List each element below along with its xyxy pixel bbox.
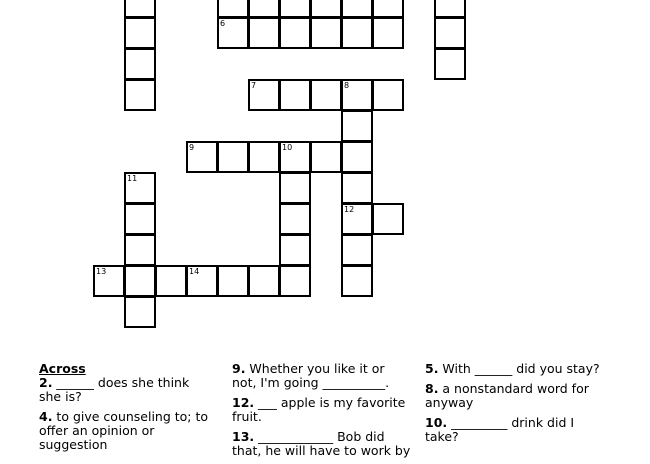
grid-cell[interactable] xyxy=(279,141,311,173)
grid-cell[interactable] xyxy=(248,79,280,111)
grid-cell[interactable] xyxy=(186,265,218,297)
grid-cell[interactable] xyxy=(217,265,249,297)
grid-cell[interactable] xyxy=(248,17,280,49)
grid-cell[interactable] xyxy=(341,141,373,173)
grid-cell[interactable] xyxy=(124,17,156,49)
grid-cell[interactable] xyxy=(248,0,280,18)
grid-cell[interactable] xyxy=(341,79,373,111)
grid-cell[interactable] xyxy=(341,265,373,297)
grid-cell[interactable] xyxy=(310,17,342,49)
grid-cell[interactable] xyxy=(93,265,125,297)
grid-cell[interactable] xyxy=(434,48,466,80)
clue-9: 9. Whether you like it or not, I'm going __________. xyxy=(232,361,390,390)
clue-number: 11 xyxy=(127,174,138,183)
grid-cell[interactable] xyxy=(341,0,373,18)
grid-cell[interactable] xyxy=(279,234,311,266)
grid-cell[interactable] xyxy=(372,203,404,235)
grid-cell[interactable] xyxy=(186,141,218,173)
grid-cell[interactable] xyxy=(372,0,404,18)
grid-cell[interactable] xyxy=(341,172,373,204)
clue-10: 10. _________ drink did I take? xyxy=(425,415,575,444)
clue-number: 14 xyxy=(189,267,200,276)
grid-cell[interactable] xyxy=(124,296,156,328)
clue-12: 12. ___ apple is my favorite fruit. xyxy=(232,395,406,424)
grid-cell[interactable] xyxy=(279,203,311,235)
clues-column-1 xyxy=(39,362,214,458)
grid-cell[interactable] xyxy=(124,234,156,266)
grid-cell[interactable] xyxy=(124,203,156,235)
grid-cell[interactable] xyxy=(279,79,311,111)
clue-number: 10 xyxy=(282,143,293,152)
grid-cell[interactable] xyxy=(434,0,466,18)
grid-cell[interactable] xyxy=(155,265,187,297)
grid-cell[interactable] xyxy=(341,203,373,235)
grid-cell[interactable] xyxy=(124,265,156,297)
grid-cell[interactable] xyxy=(341,234,373,266)
grid-cell[interactable] xyxy=(248,265,280,297)
grid-cell[interactable] xyxy=(279,17,311,49)
clue-number: 7 xyxy=(251,81,257,90)
clue-8: 8. a nonstandard word for anyway xyxy=(425,381,589,410)
clues-column-2 xyxy=(232,362,412,464)
clue-4: 4. to give counseling to; to offer an opinion or suggestion xyxy=(39,409,209,452)
grid-cell[interactable] xyxy=(310,0,342,18)
grid-cell[interactable] xyxy=(434,17,466,49)
grid-cell[interactable] xyxy=(124,79,156,111)
grid-cell[interactable] xyxy=(217,141,249,173)
grid-cell[interactable] xyxy=(124,48,156,80)
clues-column-3 xyxy=(425,362,600,450)
grid-cell[interactable] xyxy=(279,0,311,18)
clue-13: 13. ____________ Bob did that, he will have to work by xyxy=(232,429,411,458)
grid-cell[interactable] xyxy=(217,0,249,18)
grid-cell[interactable] xyxy=(372,17,404,49)
grid-cell[interactable] xyxy=(217,17,249,49)
clue-number: 12 xyxy=(344,205,355,214)
grid-cell[interactable] xyxy=(124,172,156,204)
grid-cell[interactable] xyxy=(279,265,311,297)
grid-cell[interactable] xyxy=(124,0,156,18)
clue-5: 5. With ______ did you stay? xyxy=(425,361,600,376)
clue-2: 2. ______ does she think she is? xyxy=(39,375,190,404)
grid-cell[interactable] xyxy=(341,110,373,142)
grid-cell[interactable] xyxy=(372,79,404,111)
grid-cell[interactable] xyxy=(341,17,373,49)
grid-cell[interactable] xyxy=(310,79,342,111)
across-heading: Across xyxy=(39,361,86,376)
clue-number: 13 xyxy=(96,267,107,276)
clue-number: 8 xyxy=(344,81,350,90)
grid-cell[interactable] xyxy=(279,172,311,204)
clue-number: 6 xyxy=(220,19,226,28)
grid-cell[interactable] xyxy=(310,141,342,173)
clue-number: 9 xyxy=(189,143,195,152)
grid-cell[interactable] xyxy=(248,141,280,173)
